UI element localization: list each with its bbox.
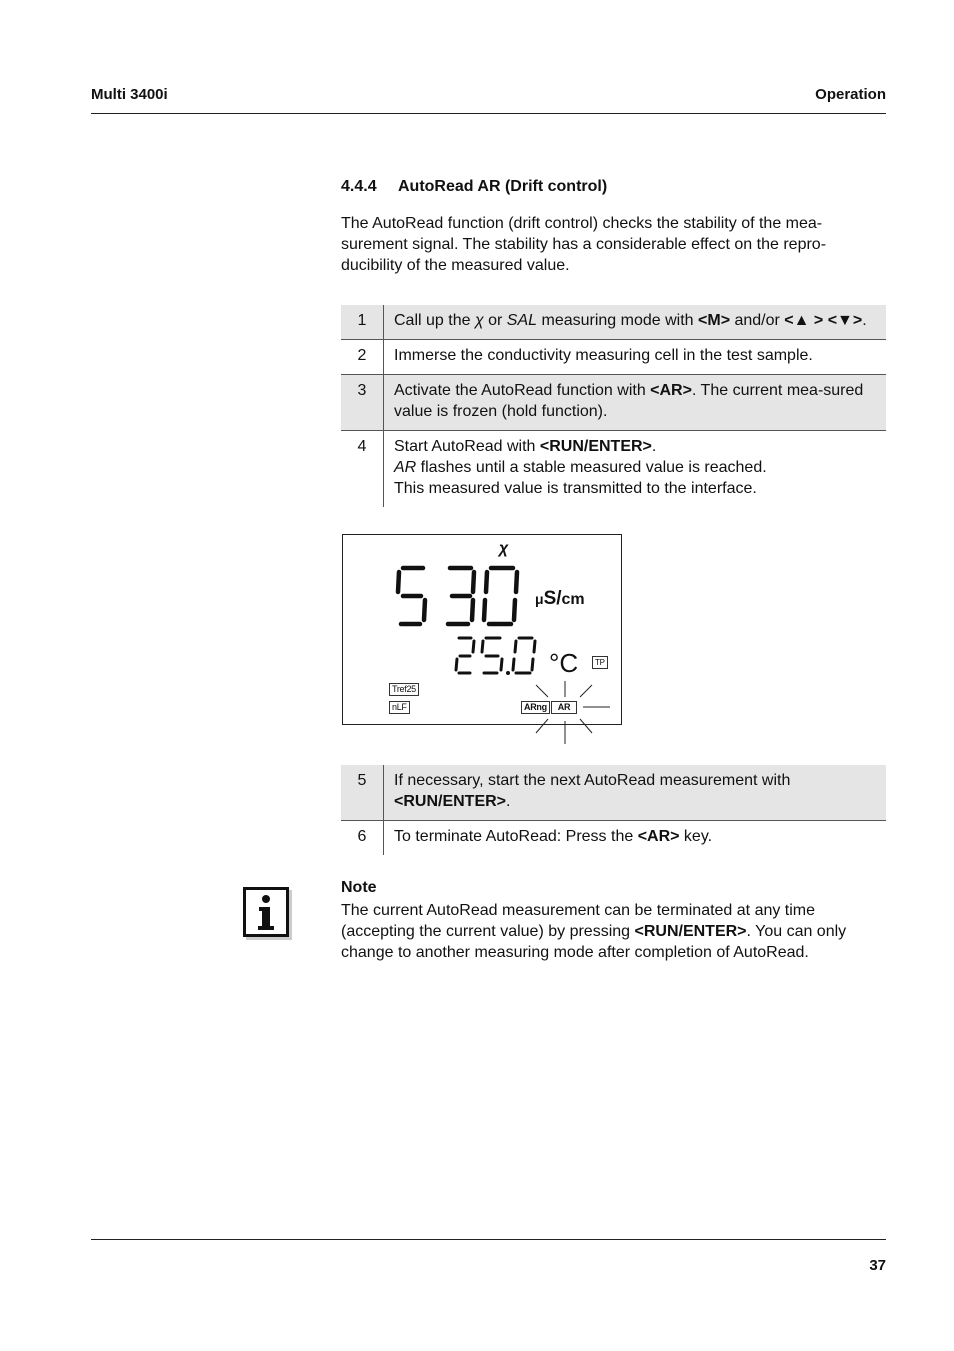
step-text: To terminate AutoRead: Press the <AR> key.: [394, 828, 713, 845]
lcd-digits: [343, 535, 621, 724]
tag-ar: AR: [551, 701, 577, 714]
temp-digit-5: [482, 638, 502, 673]
info-icon: [243, 887, 289, 937]
step-number: 5: [341, 765, 384, 820]
header-product: Multi 3400i: [91, 86, 168, 103]
meter-display: [342, 534, 622, 725]
main-digit-3: [448, 568, 474, 624]
step-text: Activate the AutoRead function with <AR>. The current mea-sured value is frozen (hold function).: [394, 382, 864, 420]
note-body: The current AutoRead measurement can be terminated at any time (accepting the current value) by pressing <RUN/ENTER>. You can only change to another measuring mode after completion of AutoRead.: [341, 902, 847, 961]
step-text: Start AutoRead with <RUN/ENTER>. AR flashes until a stable measured value is reached. This measured value is transmitted to the interface.: [394, 438, 767, 497]
tag-arng: ARng: [521, 701, 550, 714]
temperature-unit: °C: [549, 648, 579, 678]
main-digit-0: [484, 568, 517, 624]
mode-symbol: χ: [499, 540, 509, 557]
key-run-enter: <RUN/ENTER>: [394, 793, 507, 810]
key-run-enter: <RUN/ENTER>: [634, 923, 747, 940]
key-ar: <AR>: [637, 828, 680, 845]
step-row: [341, 340, 886, 375]
note-title: Note: [341, 879, 377, 896]
tag-tref25: Tref25: [389, 683, 419, 696]
step-row: [341, 305, 886, 340]
section-title: AutoRead AR (Drift control): [398, 178, 608, 195]
step-number: 2: [341, 340, 384, 374]
step-number: 6: [341, 821, 384, 855]
header-rule: [91, 113, 886, 114]
steps-table-1: [341, 305, 886, 507]
temp-digit-0: [513, 638, 535, 673]
page-number: 37: [869, 1257, 886, 1274]
footer-rule: [91, 1239, 886, 1240]
step-row: [341, 821, 886, 855]
temp-digit-2: [456, 638, 474, 673]
main-digit-5: [398, 568, 425, 624]
step-text: If necessary, start the next AutoRead measurement with <RUN/ENTER>.: [394, 772, 791, 810]
step-text: Call up the χ or SAL measuring mode with <M> and/or <▲ > <▼>.: [394, 312, 867, 329]
step-number: 4: [341, 431, 384, 507]
steps-table-2: [341, 765, 886, 855]
section-heading: [341, 178, 607, 196]
key-m: <M>: [698, 312, 731, 329]
tag-tp: TP: [592, 656, 608, 669]
key-ar: <AR>: [650, 382, 692, 399]
step-row: [341, 431, 886, 507]
step-number: 1: [341, 305, 384, 339]
conductivity-unit: μS/cm: [535, 588, 585, 609]
intro-paragraph: The AutoRead function (drift control) checks the stability of the mea-surement signal. The stability has a considerable effect on the repro-ducibility of the measured value.: [341, 215, 827, 274]
section-number: 4.4.4: [341, 178, 377, 195]
chi-symbol: χ: [474, 312, 484, 329]
step-row: [341, 765, 886, 821]
tag-nlf: nLF: [389, 701, 410, 714]
key-arrows: <▲ > <▼>: [784, 312, 863, 329]
temp-decimal-point: [506, 671, 510, 675]
header-chapter: Operation: [815, 86, 886, 103]
step-text: Immerse the conductivity measuring cell in the test sample.: [394, 347, 813, 364]
step-row: [341, 375, 886, 431]
key-run-enter: <RUN/ENTER>: [539, 438, 652, 455]
step-number: 3: [341, 375, 384, 430]
